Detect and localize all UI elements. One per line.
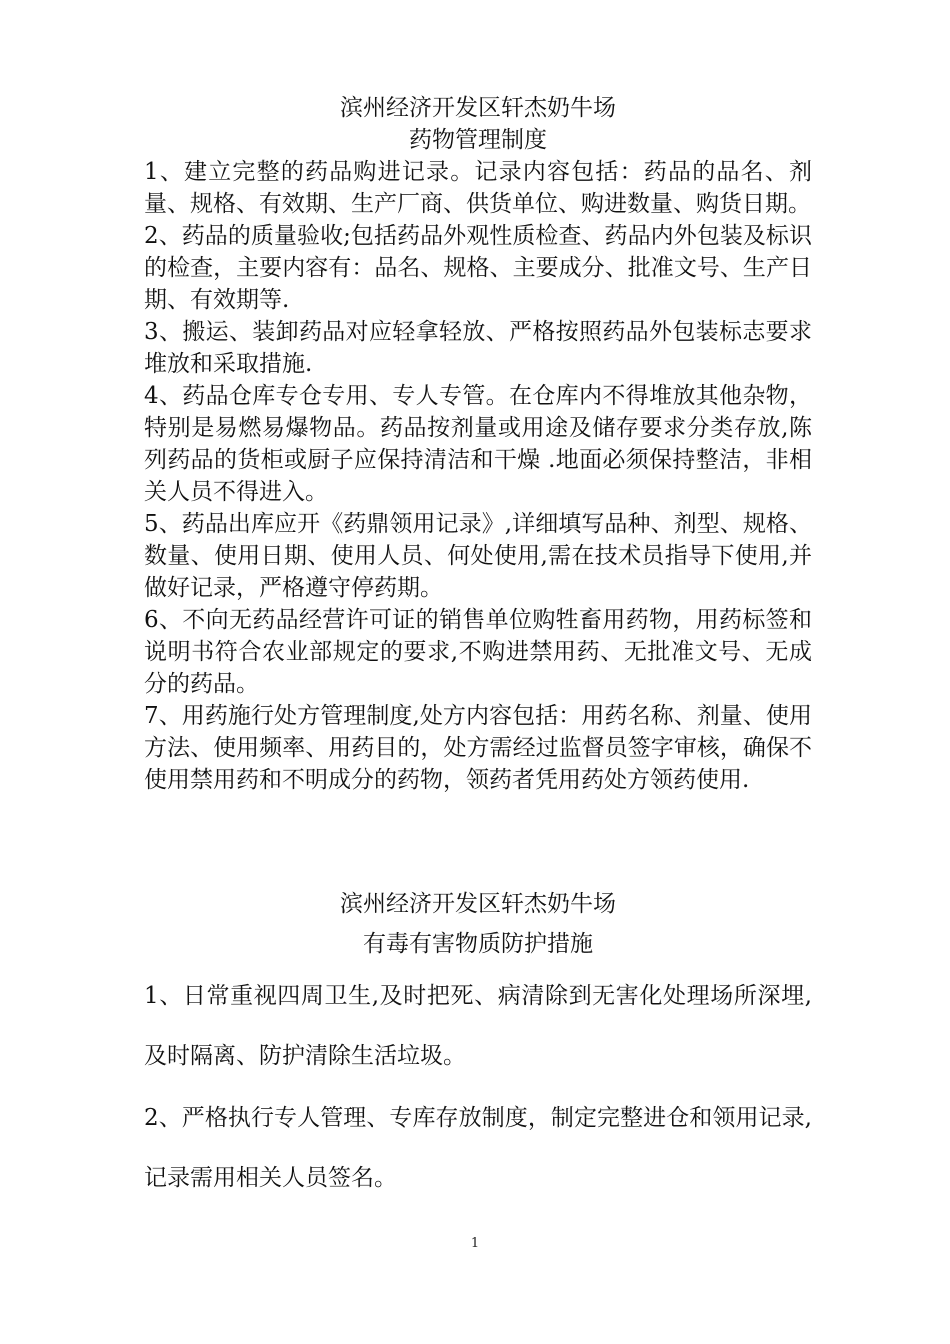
paragraph-item-4: 4、药品仓库专仓专用、专人专管。在仓库内不得堆放其他杂物，特别是易燃易爆物品。药品按剂量或用途及储存要求分类存放,陈列药品的货柜或厨子应保持清洁和干燥 .地面必须保持整洁，非相关人员不得进入。: [144, 383, 812, 505]
paragraph-item-7: 7、用药施行处方管理制度,处方内容包括：用药名称、剂量、使用方法、使用频率、用药目的，处方需经过监督员签字审核，确保不使用禁用药和不明成分的药物，领药者凭用药处方领药使用.: [144, 703, 812, 793]
doc-title: 有毒有害物质防护措施: [363, 931, 593, 957]
paragraph-item-3: 3、搬运、装卸药品对应轻拿轻放、严格按照药品外包装标志要求堆放和采取措施.: [144, 319, 812, 377]
org-title: 滨州经济开发区轩杰奶牛场: [340, 95, 616, 121]
paragraph-item-6: 6、不向无药品经营许可证的销售单位购牲畜用药物，用药标签和说明书符合农业部规定的要求,不购进禁用药、无批准文号、无成分的药品。: [144, 607, 812, 697]
org-title: 滨州经济开发区轩杰奶牛场: [340, 891, 616, 917]
paragraph-item-5: 5、药品出库应开《药鼎领用记录》,详细填写品种、剂型、规格、数量、使用日期、使用人员、何处使用,需在技术员指导下使用,并做好记录，严格遵守停药期。: [144, 511, 812, 601]
paragraph-item-1: 1、建立完整的药品购进记录。记录内容包括：药品的品名、剂量、规格、有效期、生产厂商、供货单位、购进数量、购货日期。: [144, 159, 812, 217]
hazardous-substances-section: [144, 884, 812, 1208]
page-number: 1: [470, 1236, 480, 1251]
doc-title: 药物管理制度: [409, 127, 547, 153]
drug-management-section: [144, 92, 812, 796]
paragraph-item-1: 1、日常重视四周卫生,及时把死、病清除到无害化处理场所深埋,及时隔离、防护清除生活垃圾。: [144, 983, 812, 1069]
paragraph-item-2: 2、药品的质量验收;包括药品外观性质检查、药品内外包装及标识的检查，主要内容有：品名、规格、主要成分、批准文号、生产日期、有效期等.: [144, 223, 812, 313]
paragraph-item-2: 2、严格执行专人管理、专库存放制度，制定完整进仓和领用记录,记录需用相关人员签名。: [144, 1105, 812, 1191]
